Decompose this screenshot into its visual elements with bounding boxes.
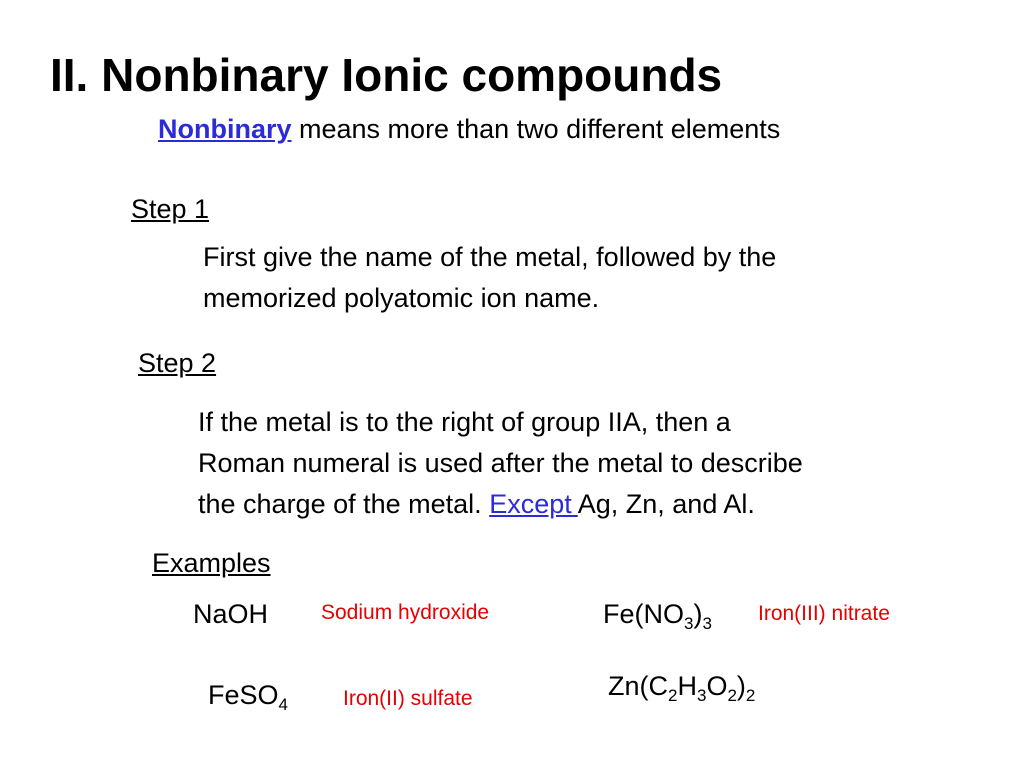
formula-iron-nitrate — [603, 597, 712, 631]
formula-subscript: 3 — [702, 614, 712, 633]
step2-line-3 — [198, 484, 803, 525]
formula-subscript: 2 — [668, 686, 678, 705]
formula-iron-sulfate — [208, 678, 288, 712]
formula-subscript: 3 — [684, 614, 694, 633]
step1-line-1: First give the name of the metal, followed by the — [203, 242, 777, 272]
slide-title: II. Nonbinary Ionic compounds — [50, 49, 723, 101]
formula-text: FeSO — [208, 680, 279, 710]
subtitle-text: means more than two different elements — [291, 114, 781, 144]
name-iron-iii-nitrate: Iron(III) nitrate — [758, 602, 890, 625]
formula-naoh — [193, 597, 268, 631]
formula-subscript: 2 — [745, 686, 756, 705]
formula-text: Zn(C — [608, 671, 668, 701]
formula-subscript: 3 — [696, 686, 707, 705]
step2-line-3-start: the charge of the metal. — [198, 489, 490, 519]
examples-heading: Examples — [152, 548, 271, 578]
nonbinary-keyword: Nonbinary — [158, 114, 292, 144]
name-sodium-hydroxide: Sodium hydroxide — [321, 601, 490, 624]
subtitle — [158, 112, 780, 146]
step2-line-2: Roman numeral is used after the metal to describe — [198, 448, 803, 478]
step1-line-2: memorized polyatomic ion name. — [203, 283, 600, 313]
except-link[interactable]: Except — [489, 489, 578, 519]
formula-text: O — [706, 671, 728, 701]
step1-heading: Step 1 — [131, 194, 210, 224]
formula-text: NaOH — [193, 599, 269, 629]
step2-heading: Step 2 — [138, 348, 217, 378]
step2-line-1: If the metal is to the right of group IIA, then a — [198, 407, 731, 437]
name-iron-ii-sulfate: Iron(II) sulfate — [343, 687, 473, 710]
formula-text: ) — [693, 599, 703, 629]
formula-text: ) — [736, 671, 746, 701]
step1-body — [203, 237, 776, 319]
step2-line-3-end: Ag, Zn, and Al. — [577, 489, 755, 519]
formula-text: Fe(NO — [603, 599, 684, 629]
step2-body — [198, 402, 803, 525]
formula-subscript: 2 — [727, 686, 737, 705]
formula-text: H — [677, 671, 697, 701]
formula-subscript: 4 — [278, 695, 288, 714]
formula-zinc-acetate — [608, 669, 755, 703]
